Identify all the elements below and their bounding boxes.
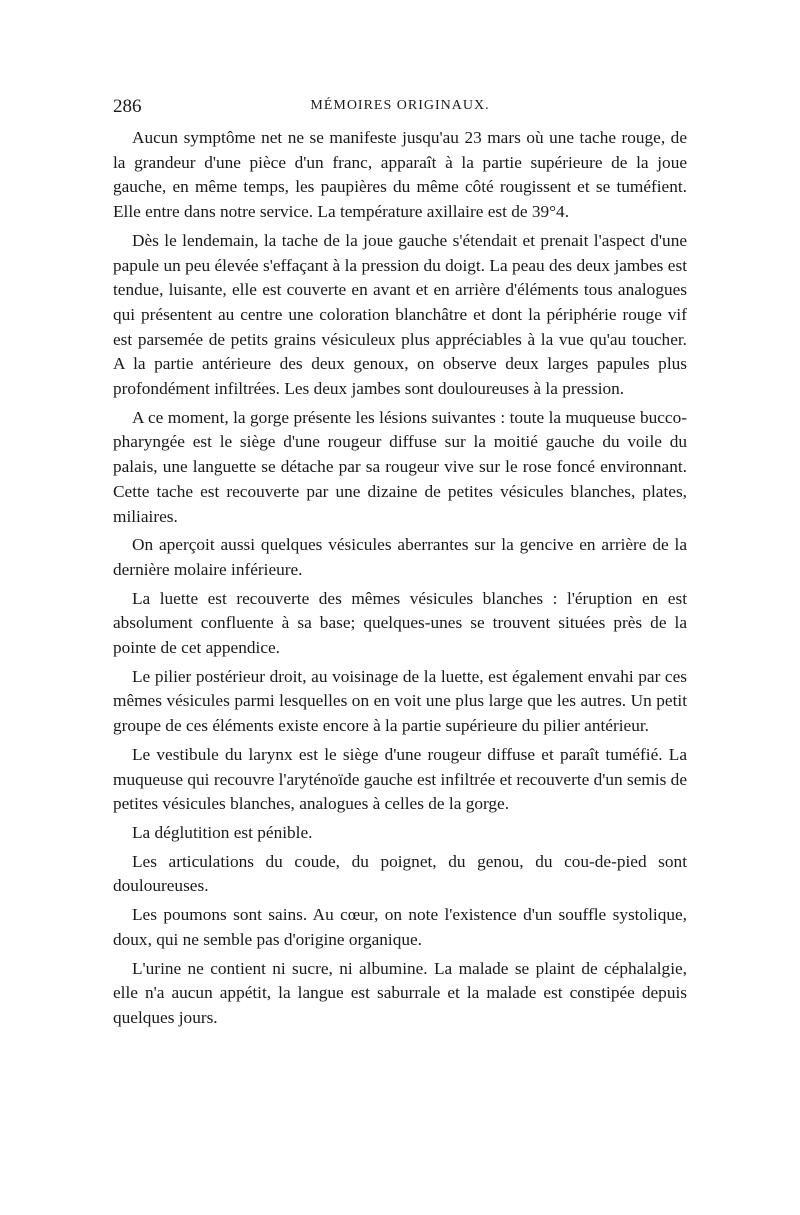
paragraph: Les articulations du coude, du poignet, du genou, du cou-de-pied sont douloureuses.	[113, 851, 687, 896]
paragraph: On aperçoit aussi quelques vésicules aberrantes sur la gencive en arrière de la dernière molaire inférieure.	[113, 535, 687, 579]
paragraph: La déglutition est pénible.	[132, 822, 313, 842]
paragraph: Le pilier postérieur droit, au voisinage de la luette, est également envahi par ces mêmes vésicules parmi lesquelles on en voit une plus large que les autres. Un petit groupe de ces éléments existe encore à la partie supérieure du pilier antérieur.	[113, 666, 687, 736]
page-number: 286	[113, 96, 142, 117]
paragraph: Aucun symptôme net ne se manifeste jusqu'au 23 mars où une tache rouge, de la grandeur d'une pièce d'un franc, apparaît à la partie supérieure de la joue gauche, en même temps, les paupières du même côté rougissent et se tuméfient. Elle entre dans notre service. La température axillaire est de 39°4.	[113, 128, 687, 222]
body-text	[113, 126, 687, 1031]
book-page	[113, 96, 687, 1035]
running-head	[113, 96, 687, 120]
paragraph: La luette est recouverte des mêmes vésicules blanches : l'éruption en est absolument confluente à sa base; quelques-unes se trouvent situées près de la pointe de cet appendice.	[113, 588, 687, 658]
paragraph: Le vestibule du larynx est le siège d'une rougeur diffuse et paraît tuméfié. La muqueuse qui recouvre l'aryténoïde gauche est infiltrée et recouverte d'un semis de petites vésicules blanches, analogues à celles de la gorge.	[113, 744, 687, 814]
running-title: MÉMOIRES ORIGINAUX.	[310, 98, 490, 113]
paragraph: Dès le lendemain, la tache de la joue gauche s'étendait et prenait l'aspect d'une papule un peu élevée s'effaçant à la pression du doigt. La peau des deux jambes est tendue, luisante, elle est couverte en avant et en arrière d'éléments tous analogues qui présentent au centre une coloration blanchâtre et dont la périphérie rouge vif est parsemée de petits grains vésiculeux plus appréciables à la vue qu'au toucher. A la partie antérieure des deux genoux, on observe deux larges papules plus profondément infiltrées. Les deux jambes sont douloureuses à la pression.	[113, 230, 687, 399]
paragraph: Les poumons sont sains. Au cœur, on note l'existence d'un souffle systolique, doux, qui ne semble pas d'origine organique.	[113, 905, 687, 949]
paragraph: A ce moment, la gorge présente les lésions suivantes : toute la muqueuse bucco-pharyngée est le siège d'une rougeur diffuse sur la moitié gauche du voile du palais, une languette se détache par sa rougeur vive sur le rose foncé environnant. Cette tache est recouverte par une dizaine de petites vésicules blanches, plates, miliaires.	[113, 407, 687, 526]
paragraph: L'urine ne contient ni sucre, ni albumine. La malade se plaint de céphalalgie, elle n'a aucun appétit, la langue est saburrale et la malade est constipée depuis quelques jours.	[113, 958, 687, 1027]
